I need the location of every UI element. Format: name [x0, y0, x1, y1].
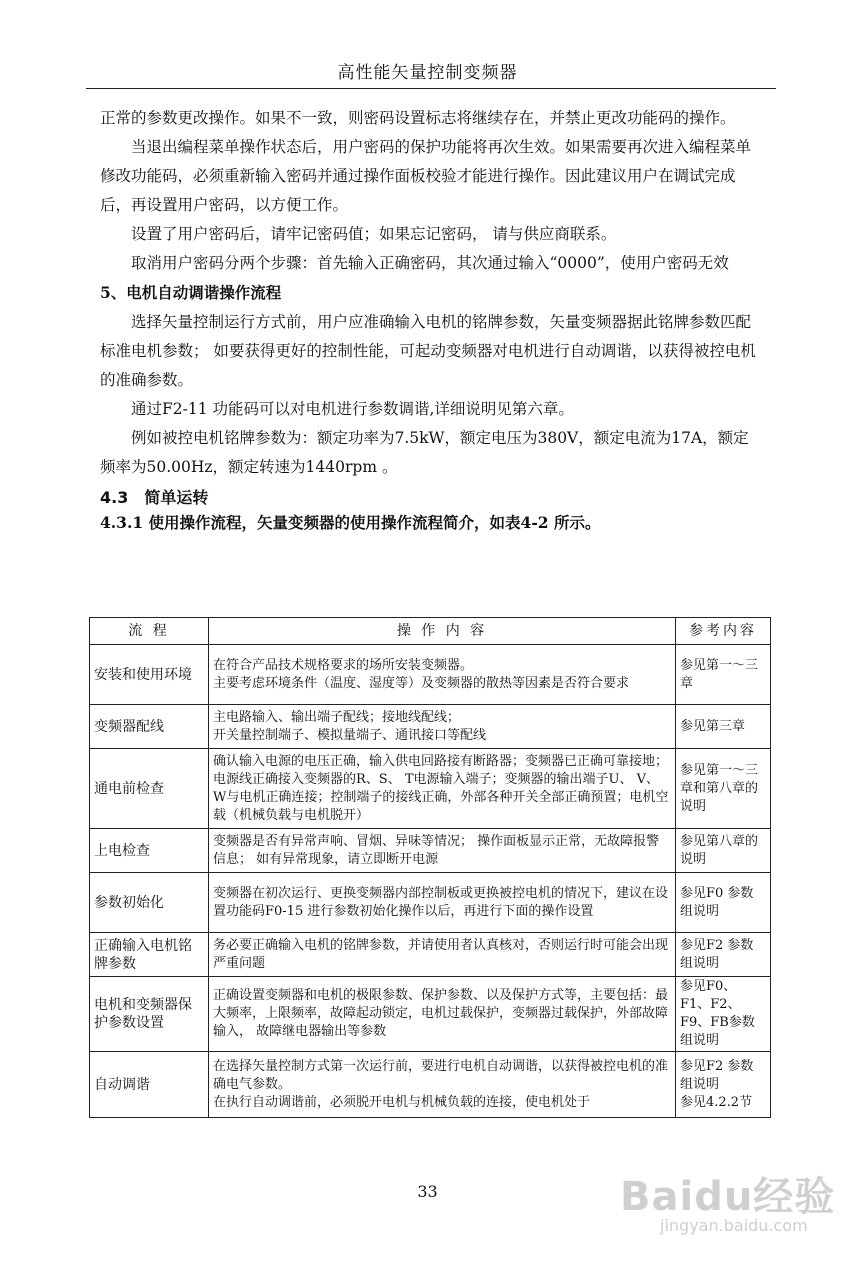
paragraph: 设置了用户密码后，请牢记密码值；如果忘记密码， 请与供应商联系。 — [131, 225, 617, 243]
cell-ref: 参见F0 参数组说明 — [676, 873, 771, 933]
cell-content: 变频器在初次运行、更换变频器内部控制板或更换被控电机的情况下，建议在设置功能码F0-15 进行参数初始化操作以后，再进行下面的操作设置 — [209, 873, 676, 933]
cell-ref: 参见第三章 — [676, 705, 771, 749]
cell-ref: 参见第一～三章 — [676, 645, 771, 705]
cell-step: 正确输入电机铭牌参数 — [90, 933, 209, 977]
cell-content: 在符合产品技术规格要求的场所安装变频器。 主要考虑环境条件（温度、湿度等）及变频器的散热等因素是否符合要求 — [209, 645, 676, 705]
section-heading: 4.3 简单运转 — [100, 488, 209, 507]
body-text — [100, 104, 760, 534]
table-row — [90, 933, 771, 977]
paragraph: 通过F2-11 功能码可以对电机进行参数调谐,详细说明见第六章。 — [131, 400, 574, 418]
cell-content: 在选择矢量控制方式第一次运行前，要进行电机自动调谐，以获得被控电机的准确电气参数。 在执行自动调谐前，必须脱开电机与机械负载的连接，使电机处于 — [209, 1052, 676, 1118]
table-row — [90, 645, 771, 705]
cell-content: 正确设置变频器和电机的极限参数、保护参数、以及保护方式等，主要包括：最大频率，上限频率，故障起动锁定，电机过载保护，变频器过载保护，外部故障输入， 故障继电器输出等参数 — [209, 977, 676, 1052]
table-header-row — [90, 618, 771, 645]
paragraph: 取消用户密码分两个步骤：首先输入正确密码，其次通过输入“0000”，使用户密码无效 — [131, 254, 729, 272]
cell-ref: 参见第八章的说明 — [676, 829, 771, 873]
cell-step: 参数初始化 — [90, 873, 209, 933]
cell-content: 务必要正确输入电机的铭牌参数，并请使用者认真核对，否则运行时可能会出现严重问题 — [209, 933, 676, 977]
table-row — [90, 705, 771, 749]
cell-step: 自动调谐 — [90, 1052, 209, 1118]
cell-ref: 参见F2 参数组说明 参见4.2.2节 — [676, 1052, 771, 1118]
page-number: 33 — [417, 1182, 438, 1201]
paragraph: 选择矢量控制运行方式前，用户应准确输入电机的铭牌参数，矢量变频器据此铭牌参数匹配标准电机参数； 如要获得更好的控制性能，可起动变频器对电机进行自动调谐，以获得被控电机的准确参数。 — [100, 313, 756, 389]
table-body — [90, 645, 771, 1118]
process-table — [89, 617, 771, 1118]
cell-content: 变频器是否有异常声响、冒烟、异味等情况； 操作面板显示正常，无故障报警信息； 如有异常现象，请立即断开电源 — [209, 829, 676, 873]
cell-ref: 参见F2 参数组说明 — [676, 933, 771, 977]
table-row — [90, 1052, 771, 1118]
cell-step: 变频器配线 — [90, 705, 209, 749]
paragraph: 正常的参数更改操作。如果不一致，则密码设置标志将继续存在，并禁止更改功能码的操作。 — [100, 109, 736, 127]
watermark — [620, 1165, 835, 1235]
column-header-step: 流 程 — [90, 618, 209, 645]
column-header-content: 操 作 内 容 — [209, 618, 676, 645]
paragraph: 例如被控电机铭牌参数为：额定功率为7.5kW，额定电压为380V，额定电流为17A，额定频率为50.00Hz，额定转速为1440rpm 。 — [100, 429, 749, 476]
watermark-url: jingyan.baidu.com — [660, 1216, 808, 1235]
cell-content: 主电路输入、输出端子配线；接地线配线； 开关量控制端子、模拟量端子、通讯接口等配线 — [209, 705, 676, 749]
cell-content: 确认输入电源的电压正确，输入供电回路接有断路器；变频器已正确可靠接地；电源线正确接入变频器的R、S、 T电源输入端子；变频器的输出端子U、 V、 W与电机正确连接；控制端子的接线正确，外部各种开关全部正确预置；电机空载（机械负载与电机脱开） — [209, 749, 676, 829]
column-header-ref: 参考内容 — [676, 618, 771, 645]
table-row — [90, 829, 771, 873]
cell-step: 安装和使用环境 — [90, 645, 209, 705]
section-heading: 5、电机自动调谐操作流程 — [100, 283, 282, 302]
subsection-heading: 4.3.1 使用操作流程，矢量变频器的使用操作流程简介，如表4-2 所示。 — [100, 513, 601, 532]
paragraph: 当退出编程菜单操作状态后，用户密码的保护功能将再次生效。如果需要再次进入编程菜单修改功能码，必须重新输入密码并通过操作面板校验才能进行操作。因此建议用户在调试完成后，再设置用户密码，以方便工作。 — [100, 138, 752, 214]
cell-step: 电机和变频器保护参数设置 — [90, 977, 209, 1052]
table-row — [90, 873, 771, 933]
table-row — [90, 749, 771, 829]
page-header-title: 高性能矢量控制变频器 — [337, 63, 518, 83]
watermark-logo: Baidu经验 — [620, 1174, 836, 1220]
cell-ref: 参见F0、F1、F2、F9、FB参数组说明 — [676, 977, 771, 1052]
table-row — [90, 977, 771, 1052]
header-divider — [86, 88, 776, 89]
cell-step: 通电前检查 — [90, 749, 209, 829]
cell-step: 上电检查 — [90, 829, 209, 873]
cell-ref: 参见第一～三章和第八章的说明 — [676, 749, 771, 829]
